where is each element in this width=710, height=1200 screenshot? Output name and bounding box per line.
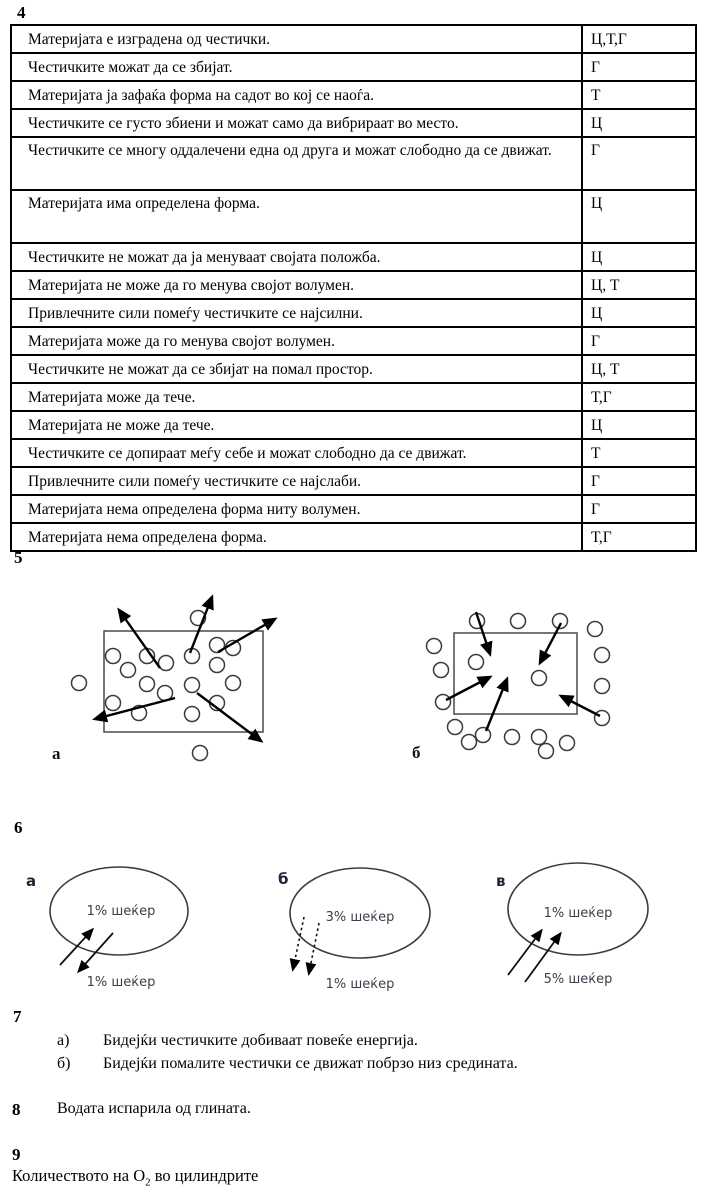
section-8-number: 8 bbox=[12, 1100, 21, 1119]
statement-cell: Материјата може да го менува својот волумен. bbox=[11, 327, 582, 355]
outside-concentration: 5% шеќер bbox=[543, 972, 613, 987]
statement-cell: Материјата е изградена од честички. bbox=[11, 25, 582, 53]
cell-v-label: в bbox=[496, 872, 506, 890]
inside-concentration: 1% шеќер bbox=[86, 904, 156, 919]
statement-cell: Материјата ја зафаќа форма на садот во кој се наоѓа. bbox=[11, 81, 582, 109]
answer-cell: Ц, Т bbox=[582, 355, 696, 383]
item-text: Бидејќи честичките добиваат повеќе енергија. bbox=[103, 1032, 418, 1049]
statement-cell: Привлечните сили помеѓу честичките се најслаби. bbox=[11, 467, 582, 495]
table-row bbox=[11, 53, 696, 81]
outflow-arrow bbox=[293, 917, 304, 969]
answer-text-prefix: Количеството на O bbox=[12, 1166, 146, 1185]
diagram-b-condensation bbox=[412, 612, 610, 762]
section-6-number: 6 bbox=[14, 818, 23, 837]
outside-concentration: 1% шеќер bbox=[325, 977, 395, 992]
item-marker: а) bbox=[57, 1032, 70, 1049]
answer-cell: Т,Г bbox=[582, 523, 696, 551]
table-row bbox=[11, 81, 696, 109]
statement-cell: Материјата не може да го менува својот волумен. bbox=[11, 271, 582, 299]
item-marker: б) bbox=[57, 1054, 71, 1072]
section-4-number: 4 bbox=[17, 3, 26, 22]
diagram-b-label: б bbox=[412, 743, 421, 762]
container-outline bbox=[454, 633, 577, 714]
cell-v bbox=[496, 863, 648, 987]
answer-text-suffix: во цилиндрите bbox=[150, 1166, 259, 1185]
answer-cell: Т bbox=[582, 81, 696, 109]
diagram-a-evaporation bbox=[52, 597, 275, 763]
cell-a-label: а bbox=[26, 872, 37, 890]
table-row bbox=[11, 411, 696, 439]
section-7-number: 7 bbox=[13, 1007, 22, 1026]
inside-concentration: 1% шеќер bbox=[543, 906, 613, 921]
answer-cell: Ц bbox=[582, 109, 696, 137]
inflow-arrow bbox=[60, 930, 92, 965]
section-8 bbox=[12, 1100, 251, 1120]
table-row bbox=[11, 439, 696, 467]
table-row bbox=[11, 243, 696, 271]
answer-cell: Г bbox=[582, 327, 696, 355]
answer-cell: Т bbox=[582, 439, 696, 467]
cell-b bbox=[278, 868, 430, 992]
statement-cell: Материјата нема определена форма. bbox=[11, 523, 582, 551]
statement-cell: Честичките не можат да ја менуваат својата положба. bbox=[11, 243, 582, 271]
answer-cell: Т,Г bbox=[582, 383, 696, 411]
statement-cell: Честичките се многу оддалечени една од друга и можат слободно да се движат. bbox=[11, 137, 582, 190]
statement-cell: Материјата има определена форма. bbox=[11, 190, 582, 243]
statement-cell: Материјата не може да тече. bbox=[11, 411, 582, 439]
cell-b-label: б bbox=[278, 870, 289, 888]
statement-cell: Честичките не можат да се збијат на помал простор. bbox=[11, 355, 582, 383]
table-row bbox=[11, 327, 696, 355]
table-row bbox=[11, 355, 696, 383]
answer-cell: Ц,Т,Г bbox=[582, 25, 696, 53]
statement-cell: Честичките се допираат меѓу себе и можат слободно да се движат. bbox=[11, 439, 582, 467]
section-7-answers bbox=[57, 1030, 518, 1075]
answer-item bbox=[57, 1053, 518, 1076]
table-row bbox=[11, 25, 696, 53]
table-row bbox=[11, 495, 696, 523]
item-text: Бидејќи помалите честички се движат побрзо низ средината. bbox=[103, 1054, 518, 1072]
osmosis-cell-diagrams bbox=[0, 855, 710, 1005]
table-row bbox=[11, 137, 696, 190]
diagram-a-label: а bbox=[52, 744, 61, 763]
oxygen-subscript: 2 bbox=[145, 1176, 151, 1189]
statement-cell: Привлечните сили помеѓу честичките се најсилни. bbox=[11, 299, 582, 327]
table-row bbox=[11, 467, 696, 495]
particles bbox=[72, 611, 241, 761]
table-row bbox=[11, 109, 696, 137]
section-8-answer: Водата испарила од глината. bbox=[57, 1100, 251, 1117]
outside-concentration: 1% шеќер bbox=[86, 975, 156, 990]
section-5-number: 5 bbox=[14, 548, 23, 567]
answer-item bbox=[57, 1030, 518, 1053]
inside-concentration: 3% шеќер bbox=[325, 910, 395, 925]
section-9-answer bbox=[12, 1166, 258, 1188]
table-row bbox=[11, 299, 696, 327]
statement-cell: Честичките можат да се збијат. bbox=[11, 53, 582, 81]
inflow-arrow bbox=[508, 931, 541, 975]
table-row bbox=[11, 383, 696, 411]
answer-cell: Г bbox=[582, 137, 696, 190]
states-of-matter-answer-table bbox=[10, 24, 697, 552]
cell-a bbox=[26, 867, 188, 990]
statement-cell: Материјата нема определена форма ниту волумен. bbox=[11, 495, 582, 523]
answer-cell: Ц, Т bbox=[582, 271, 696, 299]
table-row bbox=[11, 190, 696, 243]
answer-cell: Г bbox=[582, 53, 696, 81]
answer-cell: Г bbox=[582, 495, 696, 523]
answer-cell: Ц bbox=[582, 243, 696, 271]
statement-cell: Честичките се густо збиени и можат само да вибрираат во место. bbox=[11, 109, 582, 137]
section-9-number: 9 bbox=[12, 1145, 21, 1164]
answer-cell: Ц bbox=[582, 190, 696, 243]
table-row bbox=[11, 523, 696, 551]
table-row bbox=[11, 271, 696, 299]
statement-cell: Материјата може да тече. bbox=[11, 383, 582, 411]
answer-cell: Ц bbox=[582, 299, 696, 327]
answer-cell: Ц bbox=[582, 411, 696, 439]
answer-cell: Г bbox=[582, 467, 696, 495]
particle-diagrams bbox=[0, 560, 710, 790]
